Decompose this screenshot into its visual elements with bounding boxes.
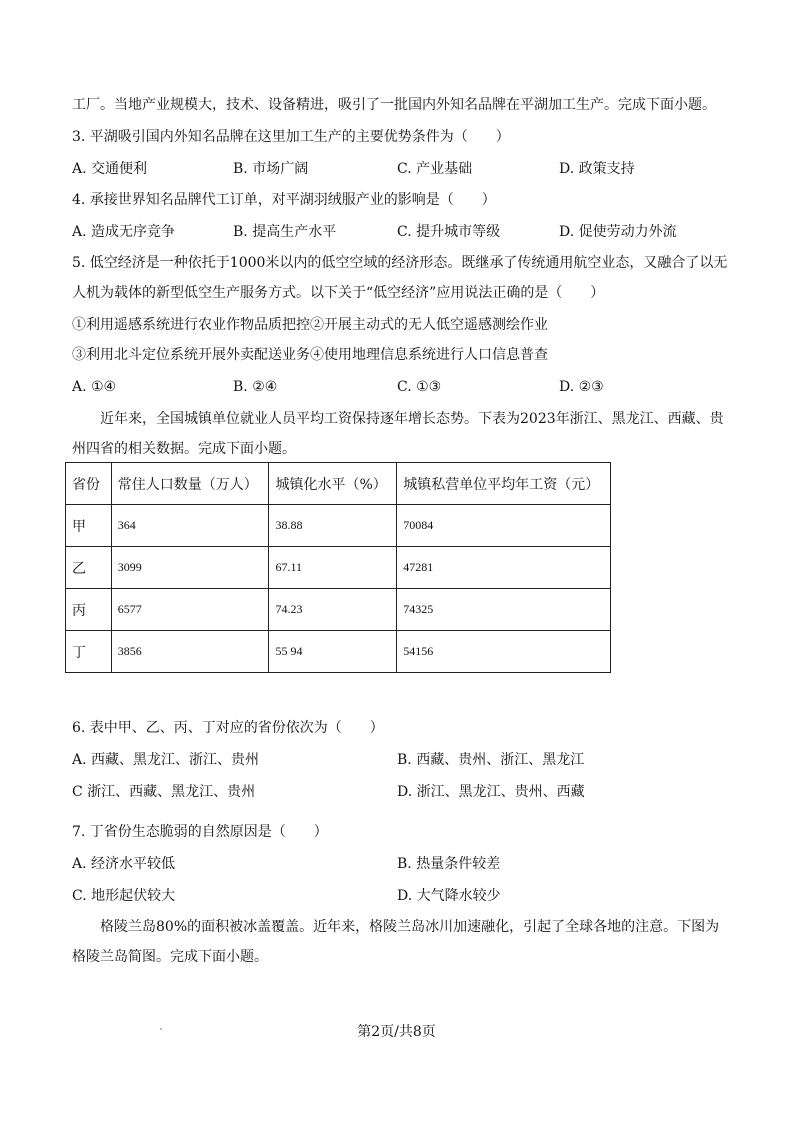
question-6-option-b: B. 西藏、贵州、浙江、黑龙江 bbox=[397, 752, 585, 768]
question-7-option-c: C. 地形起伏较大 bbox=[72, 888, 176, 904]
question-4-option-c: C. 提升城市等级 bbox=[397, 224, 501, 240]
table-cell: 74.23 bbox=[269, 589, 397, 631]
table-row bbox=[66, 631, 611, 673]
question-6-option-a: A. 西藏、黑龙江、浙江、贵州 bbox=[72, 752, 260, 768]
question-6-option-d: D. 浙江、黑龙江、贵州、西藏 bbox=[397, 784, 585, 800]
question-3-option-c: C. 产业基础 bbox=[397, 161, 473, 177]
question-3-option-d: D. 政策支持 bbox=[559, 161, 635, 177]
table-row bbox=[66, 589, 611, 631]
table-cell: 70084 bbox=[397, 505, 611, 547]
question-5-option-c: C. ①③ bbox=[397, 379, 442, 395]
question-6-stem: 6. 表中甲、乙、丙、丁对应的省份依次为（ ） bbox=[72, 720, 384, 736]
question-5-option-d: D. ②③ bbox=[559, 379, 604, 395]
question-6-option-c: C 浙江、西藏、黑龙江、贵州 bbox=[72, 784, 256, 800]
question-7-option-d: D. 大气降水较少 bbox=[397, 888, 501, 904]
question-5-stem-line-2: 人机为载体的新型低空生产服务方式。以下关于“低空经济”应用说法正确的是（ ） bbox=[72, 285, 605, 301]
question-5-stem-line-1: 5. 低空经济是一种依托于1000米以内的低空空域的经济形态。既继承了传统通用航空业态，又融合了以无 bbox=[72, 255, 728, 271]
table-cell: 55 94 bbox=[269, 631, 397, 673]
question-4-option-d: D. 促使劳动力外流 bbox=[559, 224, 677, 240]
table-cell: 364 bbox=[111, 505, 269, 547]
question-7-stem: 7. 丁省份生态脆弱的自然原因是（ ） bbox=[72, 824, 328, 840]
intro-tail: 工厂。当地产业规模大，技术、设备精进，吸引了一批国内外知名品牌在平湖加工生产。完成下面小题。 bbox=[72, 97, 716, 113]
province-data-table bbox=[65, 462, 611, 673]
table-header-cell: 常住人口数量（万人） bbox=[111, 463, 269, 505]
table-cell: 丙 bbox=[66, 589, 112, 631]
table-header-cell: 城镇化水平（%） bbox=[269, 463, 397, 505]
question-3-stem: 3. 平湖吸引国内外知名品牌在这里加工生产的主要优势条件为（ ） bbox=[72, 129, 510, 145]
table-cell: 54156 bbox=[397, 631, 611, 673]
table-row bbox=[66, 547, 611, 589]
table-cell: 47281 bbox=[397, 547, 611, 589]
table-header-row bbox=[66, 463, 611, 505]
table-cell: 67.11 bbox=[269, 547, 397, 589]
question-5-statement-1: ①利用遥感系统进行农业作物品质把控②开展主动式的无人低空遥感测绘作业 bbox=[72, 317, 548, 333]
table-cell: 丁 bbox=[66, 631, 112, 673]
passage-3-line-1: 格陵兰岛80%的面积被冰盖覆盖。近年来，格陵兰岛冰川加速融化，引起了全球各地的注意。下图为 bbox=[100, 919, 720, 935]
question-3-option-a: A. 交通便利 bbox=[72, 161, 148, 177]
passage-3-line-2: 格陵兰岛简图。完成下面小题。 bbox=[72, 949, 268, 965]
table-cell: 74325 bbox=[397, 589, 611, 631]
question-4-stem: 4. 承接世界知名品牌代工订单，对平湖羽绒服产业的影响是（ ） bbox=[72, 192, 496, 208]
question-3-option-b: B. 市场广阔 bbox=[233, 161, 309, 177]
table-row bbox=[66, 505, 611, 547]
question-5-option-a: A. ①④ bbox=[72, 379, 117, 395]
page-footer: 第2页/共8页 bbox=[357, 1024, 436, 1040]
question-5-option-b: B. ②④ bbox=[233, 379, 278, 395]
passage-2-line-1: 近年来，全国城镇单位就业人员平均工资保持逐年增长态势。下表为2023年浙江、黑龙江、西藏、贵 bbox=[100, 411, 724, 427]
table-cell: 3099 bbox=[111, 547, 269, 589]
question-7-option-a: A. 经济水平较低 bbox=[72, 856, 176, 872]
question-7-option-b: B. 热量条件较差 bbox=[397, 856, 501, 872]
question-4-option-a: A. 造成无序竞争 bbox=[72, 224, 176, 240]
table-cell: 甲 bbox=[66, 505, 112, 547]
table-cell: 乙 bbox=[66, 547, 112, 589]
table-header-cell: 省份 bbox=[66, 463, 112, 505]
question-4-option-b: B. 提高生产水平 bbox=[233, 224, 337, 240]
table-header-cell: 城镇私营单位平均年工资（元） bbox=[397, 463, 611, 505]
table-cell: 3856 bbox=[111, 631, 269, 673]
table-cell: 38.88 bbox=[269, 505, 397, 547]
question-5-statement-2: ③利用北斗定位系统开展外卖配送业务④使用地理信息系统进行人口信息普查 bbox=[72, 347, 548, 363]
passage-2-line-2: 州四省的相关数据。完成下面小题。 bbox=[72, 441, 296, 457]
table-cell: 6577 bbox=[111, 589, 269, 631]
